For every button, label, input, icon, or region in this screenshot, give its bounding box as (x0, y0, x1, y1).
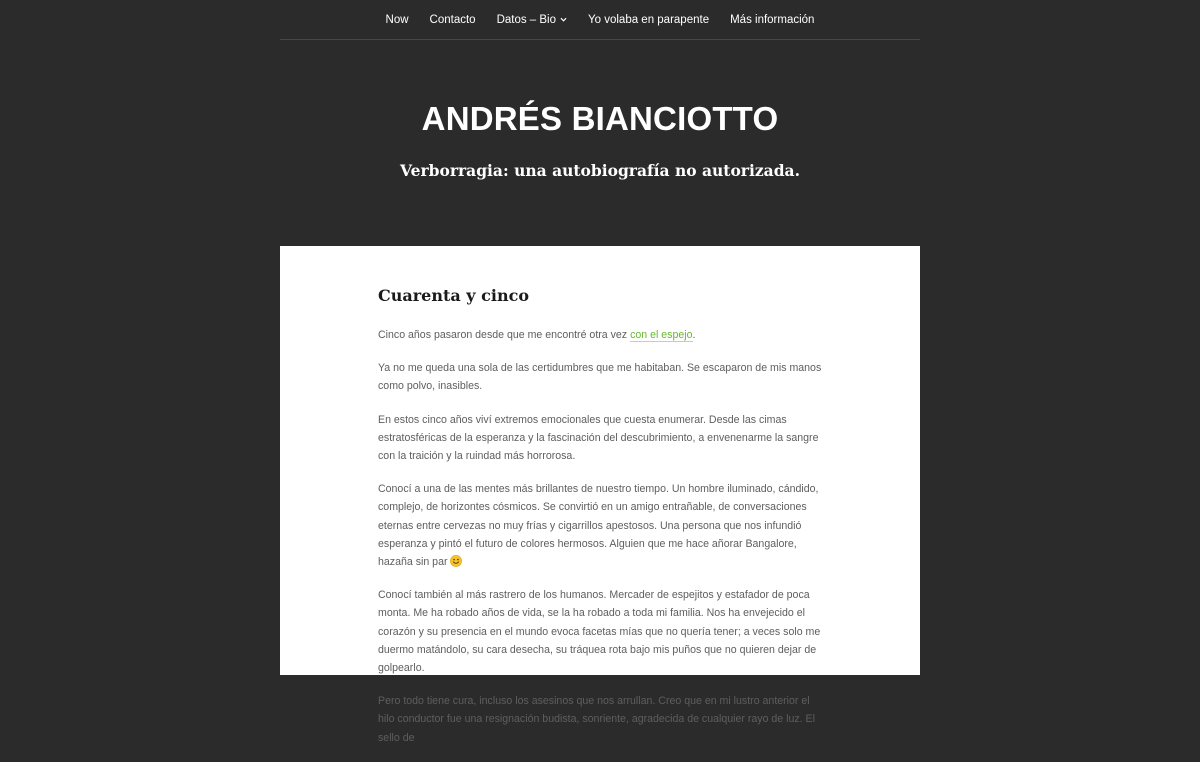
nav-item-datos-bio-label: Datos – Bio (496, 13, 557, 26)
post-article (378, 284, 824, 762)
post-paragraph-1-end: . (692, 329, 696, 341)
post-paragraph-3: En estos cinco años viví extremos emocionales que cuesta enumerar. Desde las cimas estratosféricas de la esperanza y la fascinación del descubrimiento, a envenenarme la sangre con la traición y la ruindad más horrorosa. (378, 413, 819, 463)
post-paragraph-1 (378, 326, 824, 344)
content-area (280, 246, 920, 744)
site-title[interactable]: ANDRÉS BIANCIOTTO (421, 100, 779, 137)
post-paragraph-1-text: Cinco años pasaron desde que me encontré otra vez (378, 329, 631, 341)
post-paragraph-6: Pero todo tiene cura, incluso los asesinos que nos arrullan. Creo que en mi lustro anterior el hilo conductor fue una resignación budista, sonriente, agradecida de cualquier rayo de luz. El sello de (378, 695, 815, 744)
post-paragraph-5: Conocí también al más rastrero de los humanos. Mercader de espejitos y estafador de poca monta. Me ha robado años de vida, se la ha robado a toda mi familia. Nos ha envejecido el corazón y su presencia en el mundo evoca facetas mías que no quería tener; a veces solo me duermo matándolo, su cara desecha, su tráquea rota bajo mis puños que no quieren dejar de golpearlo. (378, 589, 821, 675)
nav-item-now[interactable]: Now (385, 13, 409, 26)
post-paragraph-4 (378, 480, 824, 571)
nav-item-mas-informacion[interactable]: Más información (730, 13, 815, 26)
main-navigation (280, 0, 920, 40)
site-tagline: Verborragia: una autobiografía no autorizada. (400, 161, 800, 180)
nav-item-parapente[interactable]: Yo volaba en parapente (588, 13, 710, 26)
post-paragraph-2: Ya no me queda una sola de las certidumbres que me habitaban. Se escaparon de mis manos como polvo, inasibles. (378, 362, 822, 393)
espejo-link[interactable]: con el espejo (630, 329, 693, 341)
nav-item-datos-bio[interactable] (497, 14, 567, 26)
nav-item-contacto[interactable]: Contacto (429, 13, 476, 26)
post-title: Cuarenta y cinco (378, 286, 530, 305)
smiley-icon (450, 555, 462, 567)
chevron-down-icon (560, 16, 567, 23)
post-paragraph-4-text: Conocí a una de las mentes más brillantes de nuestro tiempo. Un hombre iluminado, cándido, complejo, de horizontes cósmicos. Se convirtió en un amigo entrañable, de conversaciones eternas entre cervezas no muy frías y cigarrillos apestosos. Una persona que nos infundió esperanza y pintó el futuro de colores hermosos. Alguien que me hace añorar Bangalore, hazaña sin par (378, 483, 819, 569)
